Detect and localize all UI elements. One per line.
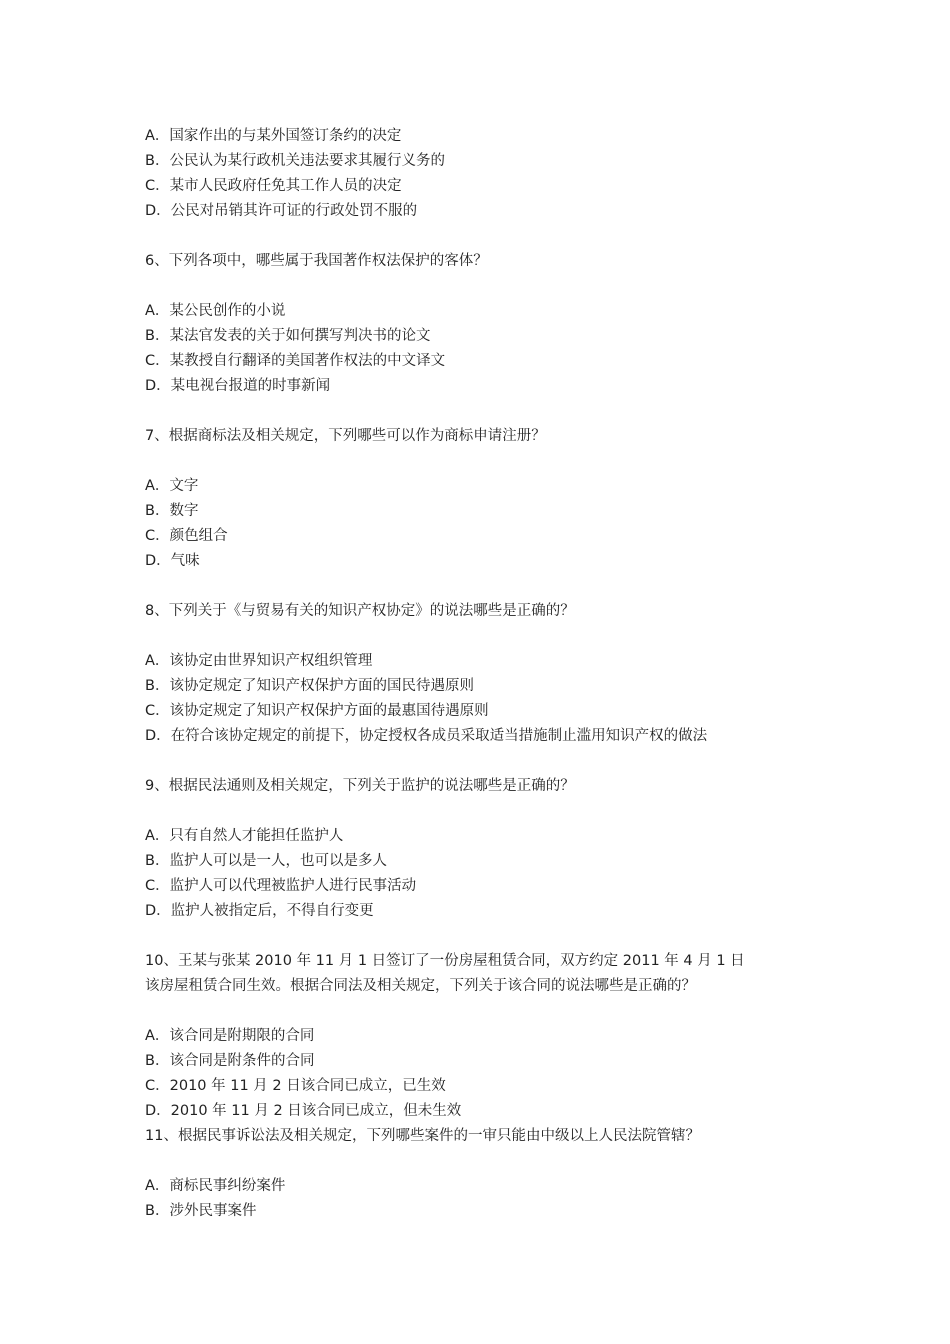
paragraph-gap [145, 574, 805, 599]
document-body [145, 124, 805, 1224]
paragraph-gap [145, 924, 805, 949]
option-line: D．某电视台报道的时事新闻 [145, 378, 331, 394]
question-5-options [145, 124, 805, 224]
question-6 [145, 249, 805, 399]
option-line: C．某教授自行翻译的美国著作权法的中文译文 [145, 353, 446, 369]
option-line: A．只有自然人才能担任监护人 [145, 828, 344, 844]
question-text: 9、根据民法通则及相关规定，下列关于监护的说法哪些是正确的？ [145, 778, 575, 794]
question-11 [145, 1124, 805, 1224]
paragraph-gap [145, 749, 805, 774]
option-line: A．该合同是附期限的合同 [145, 1028, 315, 1044]
option-line: C．该协定规定了知识产权保护方面的最惠国待遇原则 [145, 703, 489, 719]
option-line: D．2010 年 11 月 2 日该合同已成立，但未生效 [145, 1103, 462, 1119]
paragraph-gap [145, 224, 805, 249]
question-text: 11、根据民事诉讼法及相关规定，下列哪些案件的一审只能由中级以上人民法院管辖？ [145, 1128, 700, 1144]
paragraph-gap [145, 1149, 805, 1174]
question-text: 10、王某与张某 2010 年 11 月 1 日签订了一份房屋租赁合同，双方约定 2011 年 4 月 1 日 [145, 953, 745, 969]
question-9 [145, 774, 805, 924]
paragraph-gap [145, 799, 805, 824]
option-line: D．在符合该协定规定的前提下，协定授权各成员采取适当措施制止滥用知识产权的做法 [145, 728, 708, 744]
paragraph-gap [145, 624, 805, 649]
option-line: B．该协定规定了知识产权保护方面的国民待遇原则 [145, 678, 474, 694]
option-line: C．颜色组合 [145, 528, 228, 544]
option-line: D．监护人被指定后，不得自行变更 [145, 903, 374, 919]
option-line: C．2010 年 11 月 2 日该合同已成立，已生效 [145, 1078, 446, 1094]
option-line: D．气味 [145, 553, 200, 569]
question-text: 6、下列各项中，哪些属于我国著作权法保护的客体？ [145, 253, 488, 269]
option-line: B．涉外民事案件 [145, 1203, 257, 1219]
option-line: A．该协定由世界知识产权组织管理 [145, 653, 373, 669]
paragraph-gap [145, 449, 805, 474]
paragraph-gap [145, 999, 805, 1024]
question-7 [145, 424, 805, 574]
option-line: A．文字 [145, 478, 199, 494]
option-line: B．某法官发表的关于如何撰写判决书的论文 [145, 328, 431, 344]
question-10 [145, 949, 805, 1124]
paragraph-gap [145, 274, 805, 299]
option-line: A．某公民创作的小说 [145, 303, 286, 319]
option-line: B．监护人可以是一人，也可以是多人 [145, 853, 387, 869]
option-line: C．监护人可以代理被监护人进行民事活动 [145, 878, 417, 894]
question-text: 8、下列关于《与贸易有关的知识产权协定》的说法哪些是正确的？ [145, 603, 575, 619]
option-line: A．商标民事纠纷案件 [145, 1178, 286, 1194]
option-line: B．公民认为某行政机关违法要求其履行义务的 [145, 153, 445, 169]
option-line: B．该合同是附条件的合同 [145, 1053, 315, 1069]
paragraph-gap [145, 399, 805, 424]
option-line: A．国家作出的与某外国签订条约的决定 [145, 128, 402, 144]
option-line: B．数字 [145, 503, 199, 519]
option-line: D．公民对吊销其许可证的行政处罚不服的 [145, 203, 418, 219]
question-8 [145, 599, 805, 749]
option-line: C．某市人民政府任免其工作人员的决定 [145, 178, 402, 194]
question-text: 7、根据商标法及相关规定，下列哪些可以作为商标申请注册？ [145, 428, 546, 444]
question-text: 该房屋租赁合同生效。根据合同法及相关规定，下列关于该合同的说法哪些是正确的？ [145, 978, 696, 994]
